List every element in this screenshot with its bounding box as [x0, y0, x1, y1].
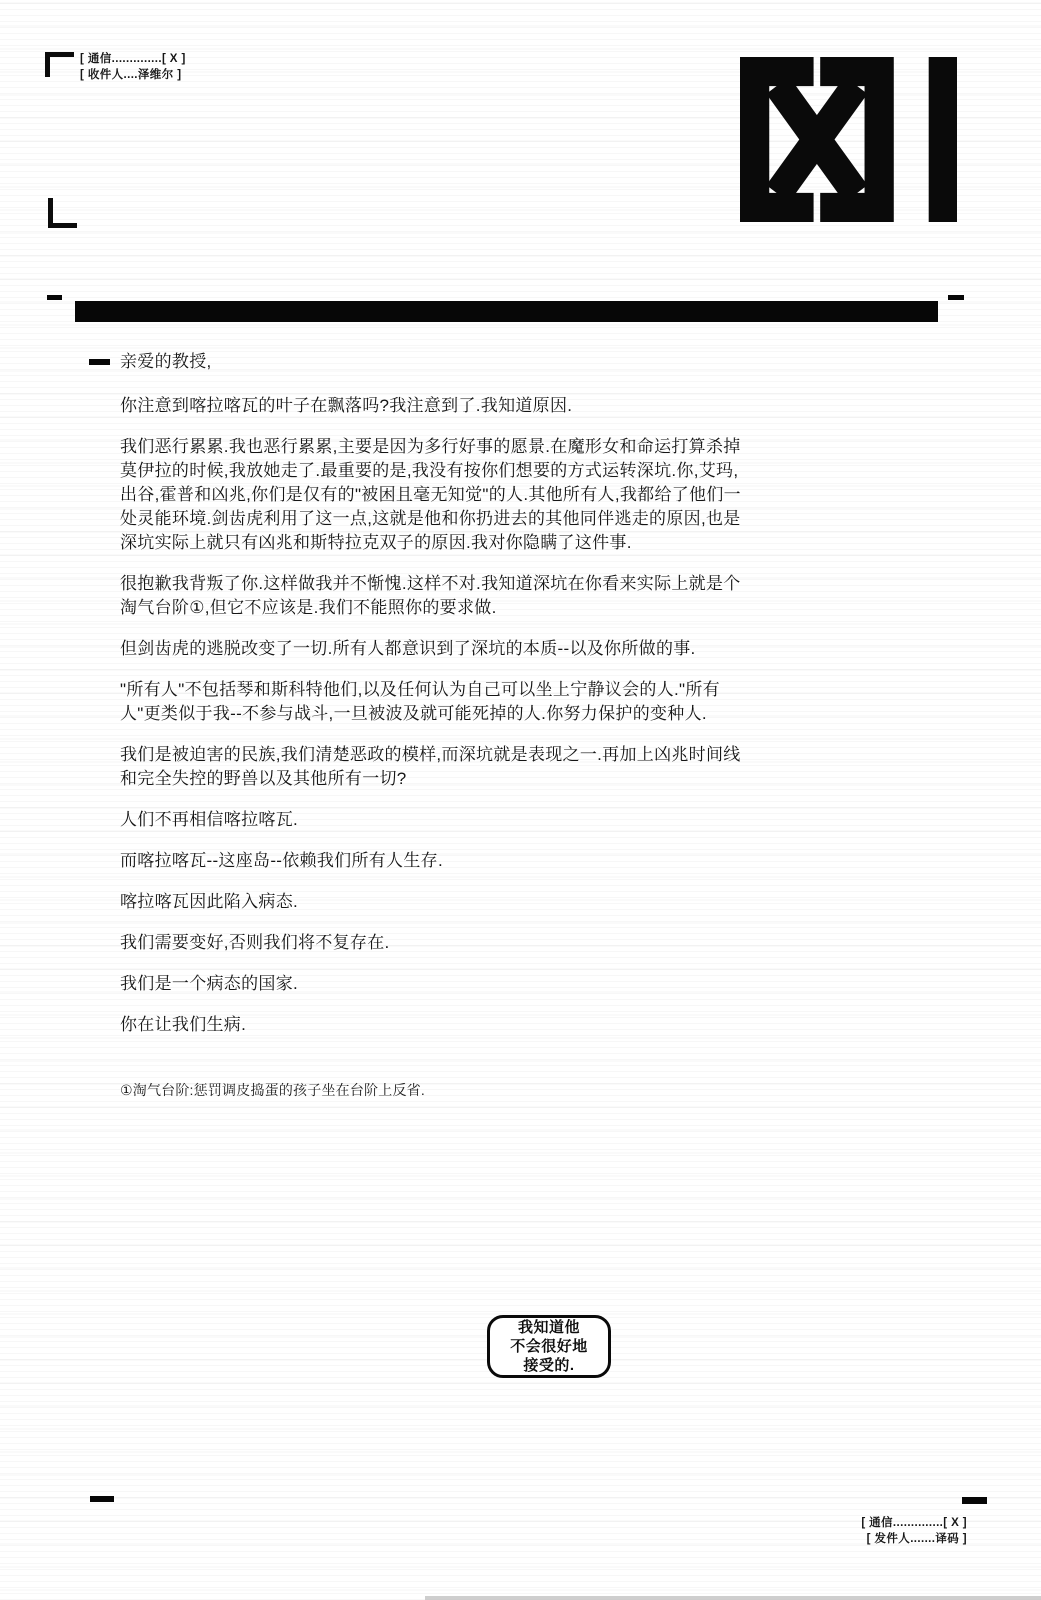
- speech-bubble-line: 不会很好地: [510, 1338, 588, 1355]
- tick-mark-bottom-left: [90, 1496, 114, 1502]
- comm-footer-line-2: [ 发件人.......译码 ]: [866, 1533, 967, 1545]
- letter-paragraph: 喀拉喀瓦因此陷入病态.: [120, 892, 299, 911]
- logo-corner-tl-icon: [703, 50, 724, 65]
- tick-mark-bottom-right: [962, 1497, 987, 1504]
- comm-footer-line-1: [ 通信..............[ X ]: [861, 1517, 967, 1529]
- comm-header: [80, 51, 186, 83]
- salutation-tick: [89, 359, 110, 365]
- tick-mark-left: [47, 295, 62, 300]
- letter-paragraph: 我们需要变好,否则我们将不复存在.: [120, 933, 390, 952]
- comm-footer: [861, 1515, 967, 1547]
- logo-corner-bl-icon: [703, 213, 724, 228]
- salutation: 亲爱的教授,: [120, 352, 212, 371]
- divider-bar: [75, 301, 938, 322]
- x-logo: [703, 50, 993, 228]
- page-edge-shadow: [425, 1596, 1041, 1600]
- speech-bubble-line: 接受的.: [523, 1357, 575, 1374]
- letter-paragraph: "所有人"不包括琴和斯科特他们,以及任何认为自己可以坐上宁静议会的人."所有人"更类似于我--不参与战斗,一旦被波及就可能死掉的人.你努力保护的变种人.: [120, 680, 720, 723]
- corner-bracket-top-icon: [45, 52, 74, 77]
- letter-paragraph: 我们恶行累累.我也恶行累累,主要是因为多行好事的愿景.在魔形女和命运打算杀掉莫伊拉的时候,我放她走了.最重要的是,我没有按你们想要的方式运转深坑.你,艾玛,出谷,霍普和凶兆,你们是仅有的"被困且毫无知觉"的人.其他所有人,我都给了他们一处灵能环境.剑齿虎利用了这一点,这就是他和你扔进去的其他同伴逃走的原因,也是深坑实际上就只有凶兆和斯特拉克双子的原因.我对你隐瞒了这件事.: [120, 437, 741, 552]
- letter-paragraph: 而喀拉喀瓦--这座岛--依赖我们所有人生存.: [120, 851, 443, 870]
- letter-paragraph: 很抱歉我背叛了你.这样做我并不惭愧.这样不对.我知道深坑在你看来实际上就是个淘气台阶①,但它不应该是.我们不能照你的要求做.: [120, 574, 741, 617]
- logo-corner-tr-icon: [972, 50, 993, 65]
- comm-header-line-2: [ 收件人....泽维尔 ]: [80, 69, 182, 81]
- letter-paragraph: 我们是被迫害的民族,我们清楚恶政的模样,而深坑就是表现之一.再加上凶兆时间线和完全失控的野兽以及其他所有一切?: [120, 745, 741, 788]
- letter-paragraph: 你在让我们生病.: [120, 1015, 247, 1034]
- x-bracket-logo-icon: [740, 57, 957, 222]
- letter-body: [120, 350, 744, 1119]
- logo-corner-br-icon: [972, 213, 993, 228]
- letter-paragraph: 人们不再相信喀拉喀瓦.: [120, 810, 299, 829]
- tick-mark-right: [948, 295, 964, 300]
- speech-bubble: [487, 1315, 611, 1378]
- speech-bubble-line: 我知道他: [517, 1319, 580, 1336]
- letter-paragraph: 但剑齿虎的逃脱改变了一切.所有人都意识到了深坑的本质--以及你所做的事.: [120, 639, 696, 658]
- footnote: ①淘气台阶:惩罚调皮捣蛋的孩子坐在台阶上反省.: [120, 1082, 425, 1098]
- letter-paragraph: 你注意到喀拉喀瓦的叶子在飘落吗?我注意到了.我知道原因.: [120, 396, 573, 415]
- comm-header-line-1: [ 通信..............[ X ]: [80, 53, 186, 65]
- letter-paragraph: 我们是一个病态的国家.: [120, 974, 299, 993]
- corner-bracket-bottom-icon: [48, 198, 77, 228]
